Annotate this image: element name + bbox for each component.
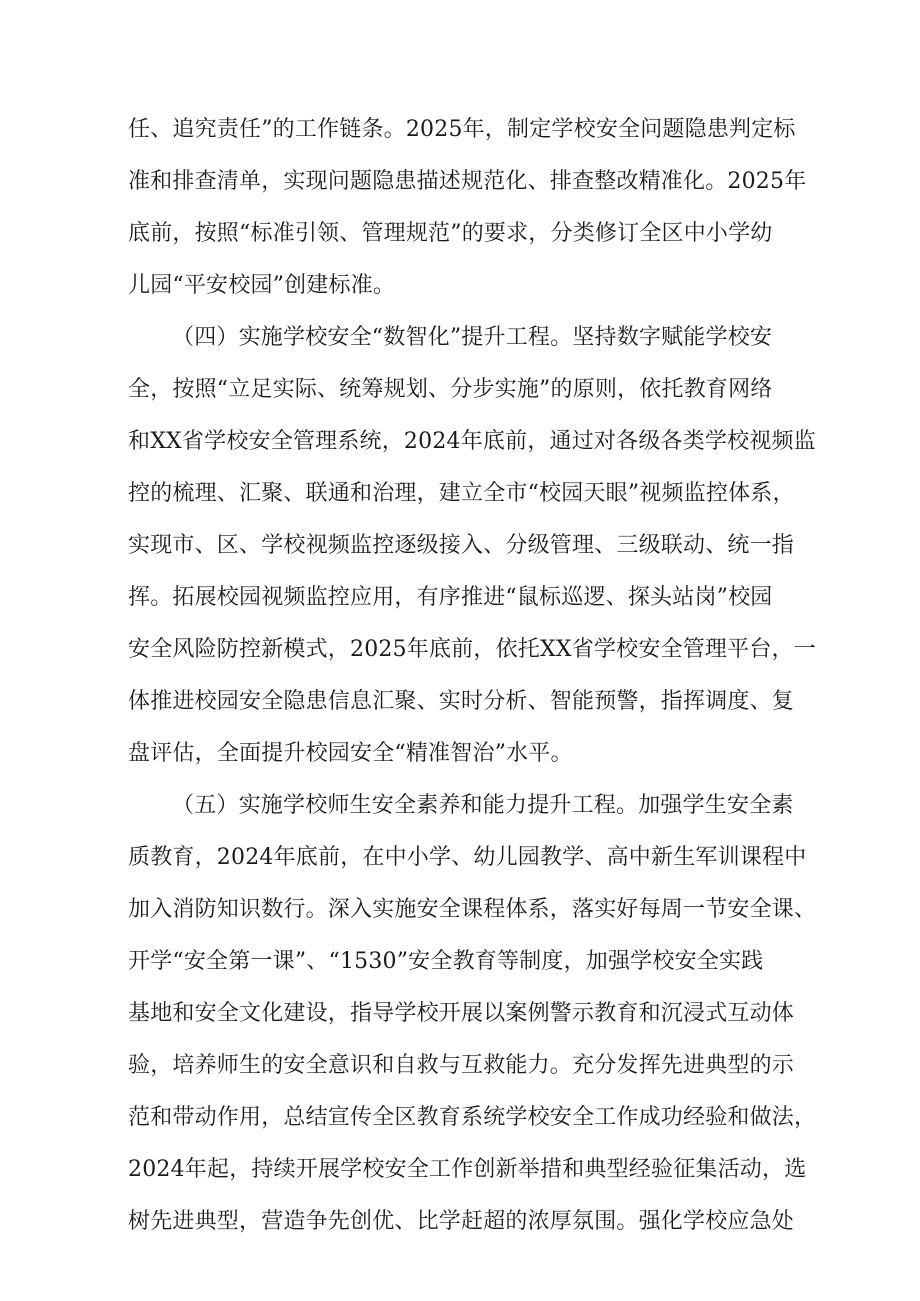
text-line: 准和排查清单，实现问题隐患描述规范化、排查整改精准化。2025年 (128, 169, 807, 194)
section-heading-line: （五）实施学校师生安全素养和能力提升工程。加强学生安全素 (172, 793, 794, 818)
text-line: 加入消防知识数行。深入实施安全课程体系，落实好每周一节安全课、 (128, 897, 817, 922)
text-line: 儿园“平安校园”创建标准。 (128, 273, 396, 298)
text-line: 任、追究责任”的工作链条。2025年，制定学校安全问题隐患判定标 (128, 117, 796, 142)
text-line: 质教育，2024年底前，在中小学、幼儿园教学、高中新生军训课程中 (128, 845, 807, 870)
text-line: 2024年起，持续开展学校安全工作创新举措和典型经验征集活动，选 (128, 1157, 807, 1182)
text-line: 体推进校园安全隐患信息汇聚、实时分析、智能预警，指挥调度、复 (128, 689, 795, 714)
text-line: 挥。拓展校园视频监控应用，有序推进“鼠标巡逻、探头站岗”校园 (128, 585, 773, 610)
paragraph-section-five (128, 780, 817, 1248)
document-body (128, 104, 817, 1248)
text-line: 验，培养师生的安全意识和自救与互救能力。充分发挥先进典型的示 (128, 1053, 795, 1078)
text-line: 控的梳理、汇聚、联通和治理，建立全市“校园天眼”视频监控体系， (128, 481, 795, 506)
paragraph-continuation (128, 104, 808, 312)
text-line: 和XX省学校安全管理系统，2024年底前，通过对各级各类学校视频监 (128, 429, 816, 454)
paragraph-section-four (128, 312, 816, 780)
text-line: 底前，按照“标准引领、管理规范”的要求，分类修订全区中小学幼 (128, 221, 773, 246)
text-line: 盘评估，全面提升校园安全“精准智治”水平。 (128, 741, 573, 766)
text-line: 树先进典型，营造争先创优、比学赶超的浓厚氛围。强化学校应急处 (128, 1209, 795, 1234)
text-line: 全，按照“立足实际、统筹规划、分步实施”的原则，依托教育网络 (128, 377, 773, 402)
text-line: 实现市、区、学校视频监控逐级接入、分级管理、三级联动、统一指 (128, 533, 795, 558)
text-line: 开学“安全第一课”、“1530”安全教育等制度，加强学校安全实践 (128, 949, 764, 974)
text-line: 范和带动作用，总结宣传全区教育系统学校安全工作成功经验和做法， (128, 1105, 817, 1130)
text-line: 基地和安全文化建设，指导学校开展以案例警示教育和沉浸式互动体 (128, 1001, 795, 1026)
section-heading-line: （四）实施学校安全“数智化”提升工程。坚持数字赋能学校安 (172, 325, 773, 350)
text-line: 安全风险防控新模式，2025年底前，依托XX省学校安全管理平台，一 (128, 637, 816, 662)
